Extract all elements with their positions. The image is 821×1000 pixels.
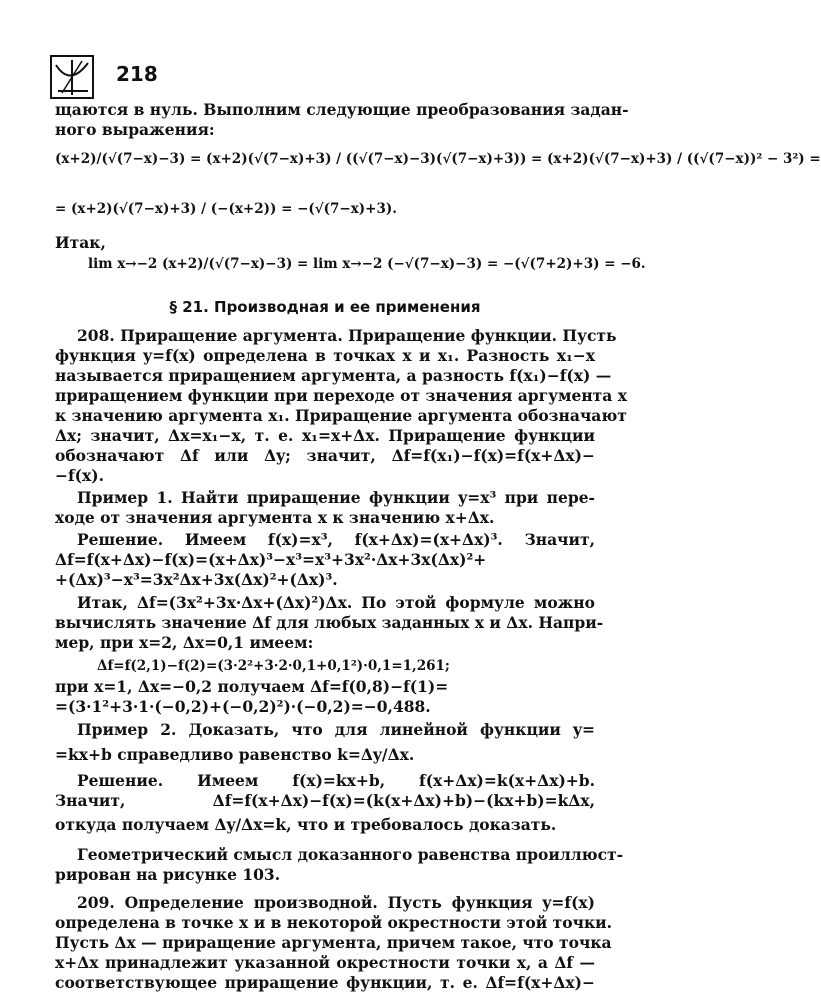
- text-line: Пример 1. Найти приращение функции y=x³ при пере-: [77, 488, 595, 507]
- text-line: рирован на рисунке 103.: [55, 865, 281, 884]
- math-line: (x+2)/(√(7−x)−3) = (x+2)(√(7−x)+3) / ((√(7−x)−3)(√(7−x)+3)) = (x+2)(√(7−x)+3) / ((√(7−x))² − 3²) =: [55, 151, 821, 167]
- text-line: Δf=f(x+Δx)−f(x)=(x+Δx)³−x³=x³+3x²·Δx+3x(Δx)²+: [55, 550, 487, 569]
- text-line: 208. Приращение аргумента. Приращение функции. Пусть: [77, 326, 617, 345]
- text-line: Значит, Δf=f(x+Δx)−f(x)=(k(x+Δx)+b)−(kx+b)=kΔx,: [55, 791, 595, 810]
- text-line: Решение. Имеем f(x)=x³, f(x+Δx)=(x+Δx)³. Значит,: [77, 530, 595, 549]
- text-line: Геометрический смысл доказанного равенства проиллюст-: [77, 845, 624, 864]
- text-line: =kx+b справедливо равенство k=Δy/Δx.: [55, 745, 415, 764]
- text-line: +(Δx)³−x³=3x²Δx+3x(Δx)²+(Δx)³.: [55, 570, 338, 589]
- text-line: Δx; значит, Δx=x₁−x, т. е. x₁=x+Δx. Приращение функции: [55, 426, 595, 445]
- text-line: ного выражения:: [55, 120, 215, 139]
- text-line: функция y=f(x) определена в точках x и x₁. Разность x₁−x: [55, 346, 595, 365]
- text-line: соответствующее приращение функции, т. е. Δf=f(x+Δx)−: [55, 973, 595, 992]
- page-number: 218: [116, 62, 158, 86]
- text-line: мер, при x=2, Δx=0,1 имеем:: [55, 633, 314, 652]
- section-title: § 21. Производная и ее применения: [169, 298, 481, 316]
- text-line: Пример 2. Доказать, что для линейной функции y=: [77, 720, 595, 739]
- text-line: приращением функции при переходе от значения аргумента x: [55, 386, 627, 405]
- text-line: ходе от значения аргумента x к значению x+Δx.: [55, 508, 495, 527]
- text-line: Итак, Δf=(3x²+3x·Δx+(Δx)²)Δx. По этой формуле можно: [77, 593, 595, 612]
- text-line: Пусть Δx — приращение аргумента, причем такое, что точка: [55, 933, 612, 952]
- text-line: к значению аргумента x₁. Приращение аргумента обозначают: [55, 406, 627, 425]
- text-line: определена в точке x и в некоторой окрестности этой точки.: [55, 913, 613, 932]
- math-line: Δf=f(2,1)−f(2)=(3·2²+3·2·0,1+0,1²)·0,1=1,261;: [97, 658, 450, 674]
- text-line: откуда получаем Δy/Δx=k, что и требовалось доказать.: [55, 815, 557, 834]
- text-line: −f(x).: [55, 466, 104, 485]
- text-line: =(3·1²+3·1·(−0,2)+(−0,2)²)·(−0,2)=−0,488.: [55, 697, 431, 716]
- text-line: 209. Определение производной. Пусть функция y=f(x): [77, 893, 595, 912]
- text-line: вычислять значение Δf для любых заданных x и Δx. Напри-: [55, 613, 604, 632]
- text-line: x+Δx принадлежит указанной окрестности точки x, а Δf —: [55, 953, 595, 972]
- text-line: обозначают Δf или Δy; значит, Δf=f(x₁)−f(x)=f(x+Δx)−: [55, 446, 595, 465]
- text-line: Решение. Имеем f(x)=kx+b, f(x+Δx)=k(x+Δx)+b.: [77, 771, 595, 790]
- text-line: при x=1, Δx=−0,2 получаем Δf=f(0,8)−f(1)=: [55, 677, 449, 696]
- math-line: = (x+2)(√(7−x)+3) / (−(x+2)) = −(√(7−x)+3).: [55, 201, 397, 217]
- text-line: Итак,: [55, 233, 106, 252]
- text-line: щаются в нуль. Выполним следующие преобразования задан-: [55, 100, 629, 119]
- text-line: называется приращением аргумента, а разность f(x₁)−f(x) —: [55, 366, 612, 385]
- math-line: lim x→−2 (x+2)/(√(7−x)−3) = lim x→−2 (−√(7−x)−3) = −(√(7+2)+3) = −6.: [88, 256, 646, 272]
- chart-axes-logo-icon: [50, 55, 94, 99]
